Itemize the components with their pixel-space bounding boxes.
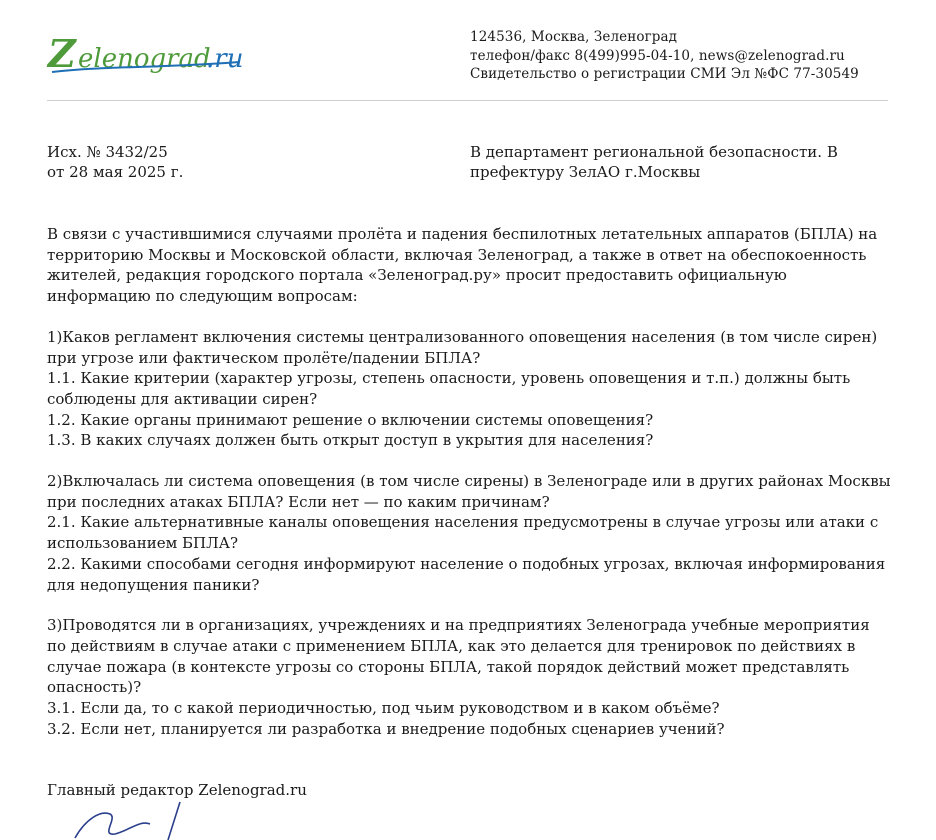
zelenograd-logo [44, 22, 254, 82]
question-1: 1)Каков регламент включения системы централизованного оповещения населения (в том числе сирен) при угрозе или фактическом пролёте/падении БПЛА? [47, 327, 878, 367]
contact-address: 124536, Москва, Зеленоград [470, 29, 678, 45]
reference-number: Исх. № 3432/25 [47, 143, 168, 161]
question-1-1: 1.1. Какие критерии (характер угрозы, степень опасности, уровень оповещения и т.п.) должны быть соблюдены для активации сирен? [47, 369, 851, 408]
header-divider [47, 100, 888, 101]
logo-wordmark: elenograd [78, 44, 211, 74]
question-3-2: 3.2. Если нет, планируется ли разработка и внедрение подобных сценариев учений? [47, 719, 725, 738]
logo-graphic [44, 22, 254, 82]
contact-block [470, 28, 859, 84]
question-3-1: 3.1. Если да, то с какой периодичностью, под чьим руководством и в каком объёме? [47, 699, 720, 718]
intro-paragraph: В связи с участившимися случаями пролёта и падения беспилотных летательных аппаратов (БПЛА) на территорию Москвы и Московской области, включая Зеленоград, а также в ответ на обеспокоенность жителей, редакция городского портала «Зеленоград.ру» просит предоставить официальную информацию по следующим вопросам: [47, 225, 878, 306]
letter-body [47, 224, 892, 759]
handwritten-signature [70, 800, 210, 840]
section-2 [47, 471, 892, 595]
question-2-1: 2.1. Какие альтернативные каналы оповещения населения предусмотрены в случае угрозы или атаки с использованием БПЛА? [47, 513, 879, 553]
section-1 [47, 327, 892, 451]
question-3: 3)Проводятся ли в организациях, учреждениях и на предприятиях Зеленограда учебные мероприятия по действиям в случае атаки с применением БПЛА, как это делается для тренировок по действиях в случае пожара (в контексте угрозы со стороны БПЛА, такой порядок действий может представлять опасность)? [47, 616, 870, 697]
reference-block [47, 142, 183, 182]
addressee: В департамент региональной безопасности. В префектуру ЗелАО г.Москвы [470, 143, 838, 181]
section-3 [47, 615, 892, 739]
question-1-3: 1.3. В каких случаях должен быть открыт доступ в укрытия для населения? [47, 431, 654, 450]
question-2-2: 2.2. Какими способами сегодня информируют население о подобных угрозах, включая информирования для недопущения паники? [47, 554, 886, 594]
logo-letter-z: Z [48, 31, 76, 76]
question-1-2: 1.2. Какие органы принимают решение о включении системы оповещения? [47, 410, 654, 429]
logo-domain: .ru [206, 44, 244, 74]
question-2: 2)Включалась ли система оповещения (в том числе сирены) в Зеленограде или в других районах Москвы при последних атаках БПЛА? Если нет — по каким причинам? [47, 472, 891, 511]
contact-phone-email: телефон/факс 8(499)995-04-10, news@zelenograd.ru [470, 47, 845, 64]
reference-date: от 28 мая 2025 г. [47, 163, 184, 181]
contact-registration: Свидетельство о регистрации СМИ Эл №ФС 77-30549 [470, 66, 859, 82]
signature-title: Главный редактор Zelenograd.ru [47, 781, 307, 799]
